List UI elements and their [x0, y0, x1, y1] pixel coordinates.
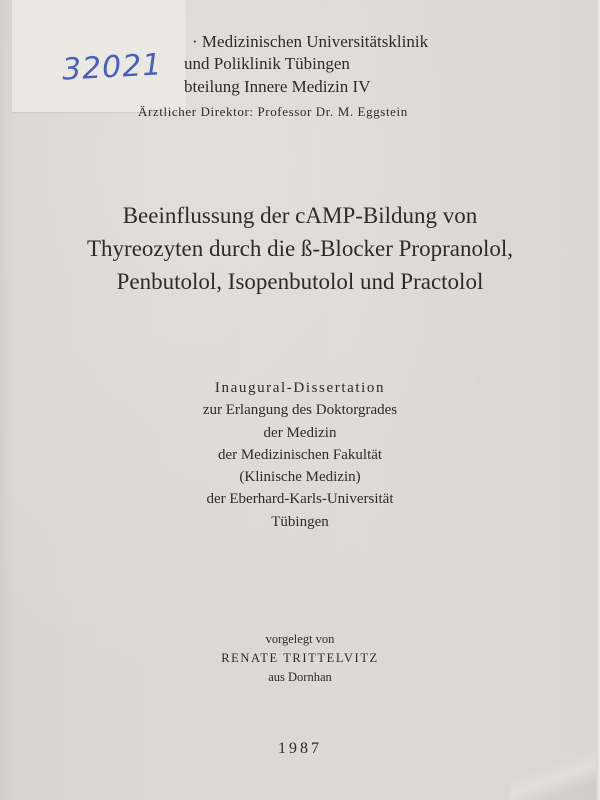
presented-by-label: vorgelegt von: [265, 632, 335, 646]
author-name: RENATE TRITTELVITZ: [221, 651, 379, 665]
institution-director: Ärztlicher Direktor: Professor Dr. M. Eggstein: [138, 104, 408, 119]
dissertation-line: der Eberhard-Karls-Universität: [206, 491, 394, 508]
dissertation-type: Inaugural-Dissertation: [214, 380, 386, 396]
dissertation-line: (Klinische Medizin): [239, 469, 361, 486]
institution-line-2: und Poliklinik Tübingen: [184, 54, 350, 73]
author-origin: aus Dornhan: [268, 670, 332, 684]
author-block: [0, 630, 600, 687]
title-line: Beeinflussung der cAMP-Bildung von: [122, 203, 478, 228]
dissertation-line: Tübingen: [271, 513, 329, 530]
dissertation-line: der Medizinischen Fakultät: [217, 446, 383, 463]
title-line: Thyreozyten durch die ß-Blocker Propranolol,: [86, 236, 513, 261]
institution-line-3: bteilung Innere Medizin IV: [184, 77, 371, 96]
dissertation-description: [0, 377, 600, 533]
library-sticker: [12, 0, 186, 112]
dissertation-title: [0, 199, 600, 298]
publication-year: 1987: [278, 740, 322, 757]
dissertation-line: der Medizin: [263, 424, 337, 441]
handwritten-catalog-number: 32021: [61, 47, 164, 88]
institution-line-1: · Medizinischen Universitätsklinik: [192, 32, 429, 51]
title-line: Penbutolol, Isopenbutolol und Practolol: [116, 269, 484, 294]
dissertation-line: zur Erlangung des Doktorgrades: [202, 402, 398, 419]
